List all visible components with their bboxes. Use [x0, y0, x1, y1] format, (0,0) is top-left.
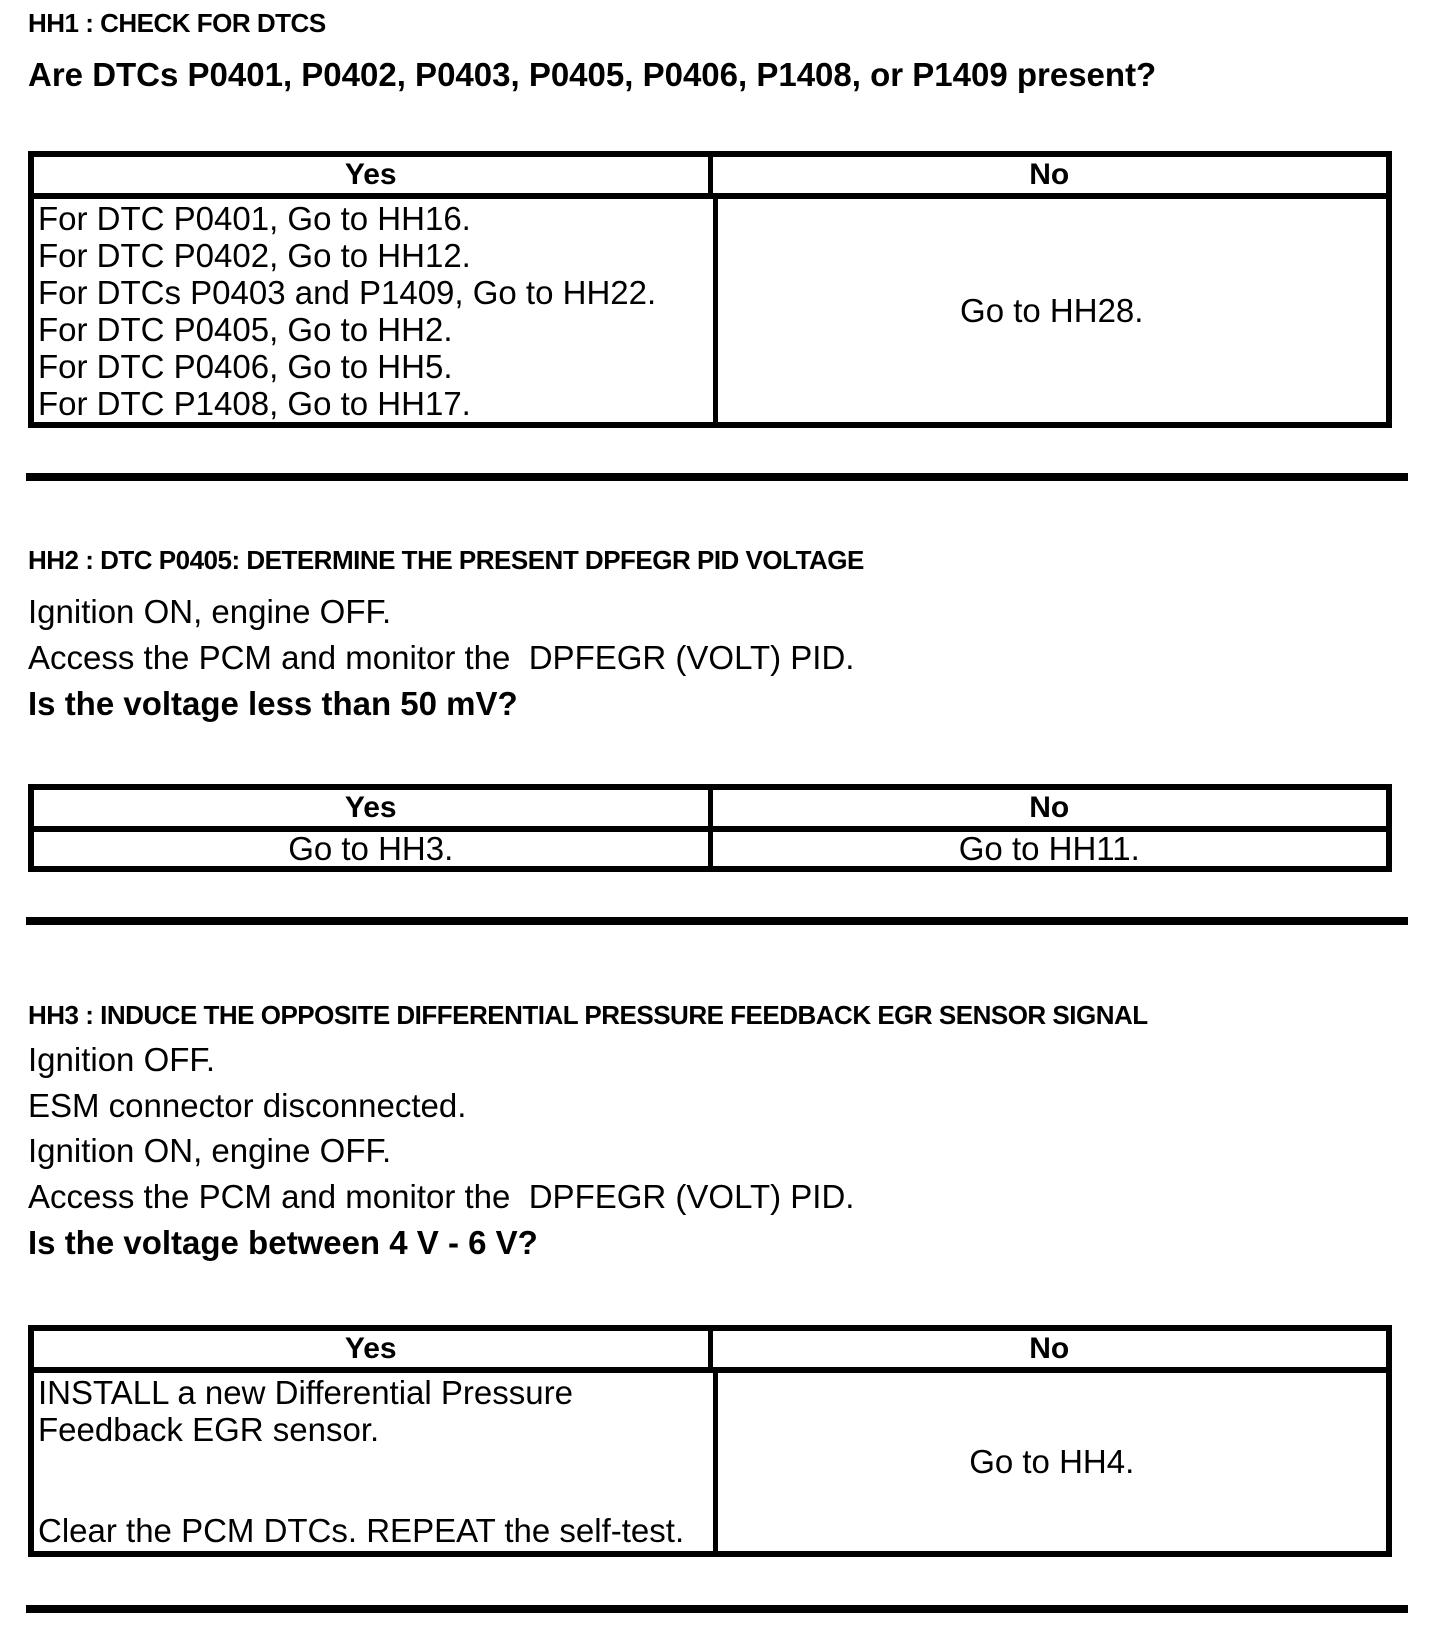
- yes-action-line: For DTC P0406, Go to HH5.: [38, 348, 453, 385]
- yes-action-line: For DTC P1408, Go to HH17.: [38, 385, 471, 422]
- section-hh1-question: Are DTCs P0401, P0402, P0403, P0405, P0406, P1408, or P1409 present?: [28, 56, 1157, 93]
- no-cell: [708, 832, 1387, 866]
- section-hh3-heading: HH3 : INDUCE THE OPPOSITE DIFFERENTIAL PRESSURE FEEDBACK EGR SENSOR SIGNAL: [28, 1000, 1148, 1030]
- no-column-header: No: [708, 157, 1387, 193]
- table-body-row: [34, 199, 1386, 422]
- no-column-header: No: [708, 790, 1387, 826]
- no-cell: [713, 199, 1387, 422]
- yes-action-paragraph: Clear the PCM DTCs. REPEAT the self-test.: [38, 1512, 685, 1549]
- yes-cell: [34, 199, 713, 422]
- section-hh1-decision-table: [28, 151, 1392, 428]
- procedure-step: Ignition ON, engine OFF.: [28, 593, 392, 630]
- no-action-text: Go to HH11.: [958, 832, 1140, 866]
- yes-action-line: For DTC P0405, Go to HH2.: [38, 311, 453, 348]
- section-hh3-question: Is the voltage between 4 V - 6 V?: [28, 1224, 538, 1261]
- yes-cell: [34, 1373, 713, 1551]
- yes-column-header: Yes: [344, 158, 397, 191]
- yes-column-header: Yes: [344, 1332, 397, 1365]
- procedure-step: Ignition ON, engine OFF.: [28, 1132, 392, 1169]
- section-divider: [26, 1605, 1408, 1613]
- no-column-header: No: [708, 1331, 1387, 1367]
- no-action-text: Go to HH28.: [960, 291, 1144, 329]
- section-divider: [26, 917, 1408, 925]
- section-hh3-decision-table: [28, 1325, 1392, 1557]
- procedure-step: Access the PCM and monitor the DPFEGR (VOLT) PID.: [28, 1178, 855, 1215]
- yes-action-text: Go to HH3.: [288, 832, 454, 866]
- yes-action-line: For DTCs P0403 and P1409, Go to HH22.: [38, 274, 657, 311]
- table-body-row: [34, 1373, 1386, 1551]
- table-header-row: [34, 1331, 1386, 1373]
- procedure-step: Access the PCM and monitor the DPFEGR (VOLT) PID.: [28, 639, 855, 676]
- section-divider: [26, 473, 1408, 481]
- section-hh2-question: Is the voltage less than 50 mV?: [28, 685, 518, 722]
- table-header-row: [34, 790, 1386, 832]
- table-header-row: [34, 157, 1386, 199]
- yes-action-line: For DTC P0402, Go to HH12.: [38, 237, 471, 274]
- section-hh2-heading: HH2 : DTC P0405: DETERMINE THE PRESENT DPFEGR PID VOLTAGE: [28, 545, 864, 575]
- yes-action-paragraph: INSTALL a new Differential Pressure Feedback EGR sensor.: [38, 1374, 583, 1448]
- section-hh2-decision-table: [28, 784, 1392, 872]
- section-hh1-heading: HH1 : CHECK FOR DTCS: [28, 8, 326, 38]
- procedure-step: Ignition OFF.: [28, 1041, 216, 1078]
- yes-action-line: For DTC P0401, Go to HH16.: [38, 200, 471, 237]
- no-cell: [713, 1373, 1387, 1551]
- yes-column-header: Yes: [344, 791, 397, 824]
- procedure-step: ESM connector disconnected.: [28, 1087, 467, 1124]
- no-action-text: Go to HH4.: [969, 1443, 1135, 1480]
- table-body-row: [34, 832, 1386, 866]
- yes-cell: [34, 832, 708, 866]
